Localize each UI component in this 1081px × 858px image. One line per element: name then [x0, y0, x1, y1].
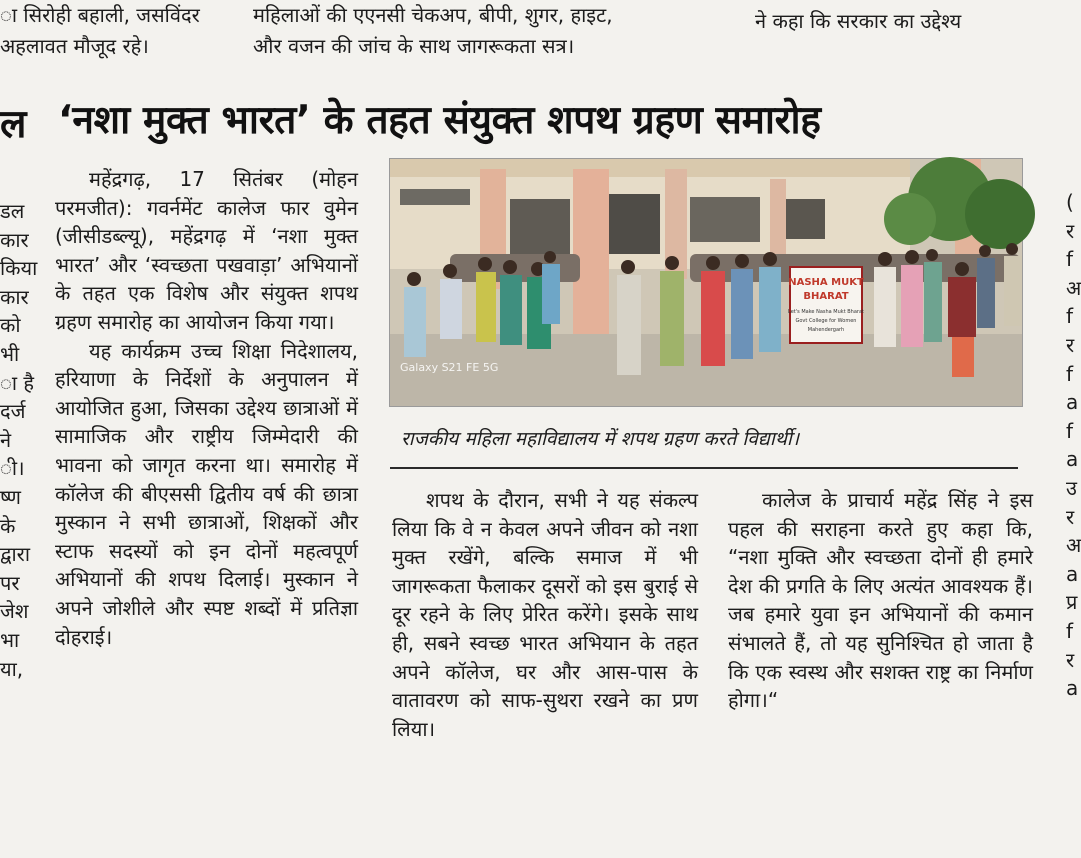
left-edge-line: जेश	[0, 599, 29, 624]
left-edge-line: भी	[0, 341, 20, 366]
right-edge-column	[1066, 188, 1080, 703]
photo-caption: राजकीय महिला महाविद्यालय में शपथ ग्रहण करते विद्यार्थी।	[401, 428, 800, 450]
right-edge-line: अ	[1066, 275, 1081, 300]
article-column-2	[392, 486, 698, 743]
right-edge-line: f	[1066, 361, 1074, 386]
article-column-1	[55, 165, 358, 651]
left-edge-line: द्वारा	[0, 542, 31, 567]
banner-small-line: Let's Make Nasha Mukt Bharat	[788, 309, 864, 315]
banner-line-2: BHARAT	[803, 291, 849, 302]
left-edge-line: ी।	[0, 456, 25, 481]
top-left-line: अहलावत मौजूद रहे।	[0, 34, 149, 58]
top-right-fragment	[755, 6, 1065, 37]
left-edge-line: या,	[0, 656, 24, 681]
left-edge-line: कार	[0, 284, 29, 309]
left-edge-line: ष्ण	[0, 484, 21, 509]
article-paragraph: महेंद्रगढ़, 17 सितंबर (मोहन परमजीत): गवर्नमेंट कालेज फार वुमेन (जीसीडब्ल्यू), महेंद्रगढ़ में ‘नशा मुक्त भारत’ और ‘स्वच्छता पखवाड़ा’ अभियानों के तहत एक विशेष और संयुक्त शपथ ग्रहण समारोह का आयोजन किया गया।	[55, 167, 358, 334]
left-edge-line: किया	[0, 256, 38, 281]
news-photo	[389, 158, 1023, 407]
right-edge-line: उ	[1066, 475, 1077, 500]
top-left-fragment	[0, 0, 232, 62]
left-edge-line: दर्ज	[0, 399, 26, 424]
banner-small-line: Govt College for Women	[795, 318, 857, 324]
right-edge-line: र	[1066, 332, 1075, 357]
nasha-mukt-banner	[788, 267, 864, 343]
left-edge-line: पर	[0, 570, 20, 595]
article-column-3	[728, 486, 1033, 715]
left-edge-line: डल	[0, 199, 25, 223]
article-paragraph: शपथ के दौरान, सभी ने यह संकल्प लिया कि वे न केवल अपने जीवन को नशा मुक्त रखेंगे, बल्कि समाज में भी जागरूकता फैलाकर दूसरों को इस बुराई से दूर रहने के लिए प्रेरित करेंगे। इसके साथ ही, सबने स्वच्छ भारत अभियान के तहत अपने कॉलेज, घर और आस-पास के वातावरण को साफ-सुथरा रखने का प्रण लिया।	[392, 488, 698, 741]
right-edge-line: f	[1066, 247, 1074, 272]
right-edge-line: प्र	[1066, 590, 1078, 615]
right-edge-line: a	[1066, 561, 1079, 586]
right-edge-line: a	[1066, 676, 1079, 701]
left-edge-line: भा	[0, 627, 20, 652]
article-paragraph: कालेज के प्राचार्य महेंद्र सिंह ने इस पहल की सराहना करते हुए कहा कि, “नशा मुक्ति और स्वच्छता दोनों ही हमारे देश की प्रगति के लिए अत्यंत आवश्यक हैं। जब हमारे युवा इन अभियानों की कमान संभालते हैं, तो यह सुनिश्चित हो जाता है कि एक स्वस्थ और सशक्त राष्ट्र का निर्माण होगा।“	[728, 488, 1033, 713]
top-left-line: ा सिरोही बहाली, जसविंदर	[0, 3, 200, 27]
right-edge-line: (	[1066, 190, 1074, 214]
right-edge-line: f	[1066, 418, 1074, 443]
top-right-line: ने कहा कि सरकार का उद्देश्य	[755, 9, 962, 33]
left-edge-column	[0, 197, 38, 683]
right-edge-line: f	[1066, 304, 1074, 329]
top-middle-fragment	[253, 0, 733, 62]
right-edge-line: र	[1066, 218, 1075, 243]
right-edge-line: a	[1066, 390, 1079, 415]
right-edge-line: र	[1066, 647, 1075, 672]
right-edge-line: a	[1066, 447, 1079, 472]
camera-watermark: Galaxy S21 FE 5G	[400, 361, 499, 374]
left-heading-fragment: ल	[0, 102, 27, 147]
right-edge-line: र	[1066, 504, 1075, 529]
caption-rule	[390, 467, 1018, 469]
photo-illustration	[390, 159, 1022, 406]
right-edge-line: अ	[1066, 533, 1081, 558]
left-edge-line: कार	[0, 227, 29, 252]
left-edge-line: ा है	[0, 370, 35, 395]
article-paragraph: यह कार्यक्रम उच्च शिक्षा निदेशालय, हरियाणा के निर्देशों के अनुपालन में आयोजित हुआ, जिसका उद्देश्य छात्राओं में सामाजिक और राष्ट्रीय जिम्मेदारी की भावना को जागृत करना था। समारोह में कॉलेज की बीएससी द्वितीय वर्ष की छात्रा मुस्कान ने सभी छात्राओं, शिक्षकों और स्टाफ सदस्यों को इन दोनों महत्वपूर्ण अभियानों की शपथ दिलाई। मुस्कान ने अपने जोशीले और स्पष्ट शब्दों में प्रतिज्ञा दोहराई।	[55, 338, 358, 649]
banner-small-line: Mahendergarh	[807, 327, 845, 333]
left-edge-line: ने	[0, 427, 12, 452]
top-middle-line: महिलाओं की एएनसी चेकअप, बीपी, शुगर, हाइट,	[253, 3, 613, 27]
left-edge-line: को	[0, 313, 21, 338]
top-middle-line: और वजन की जांच के साथ जागरूकता सत्र।	[253, 34, 575, 58]
left-edge-line: के	[0, 513, 16, 538]
headline: ‘नशा मुक्त भारत’ के तहत संयुक्त शपथ ग्रहण समारोह	[58, 98, 821, 143]
right-edge-line: f	[1066, 618, 1074, 643]
banner-line-1: NASHA MUKT	[788, 277, 864, 288]
